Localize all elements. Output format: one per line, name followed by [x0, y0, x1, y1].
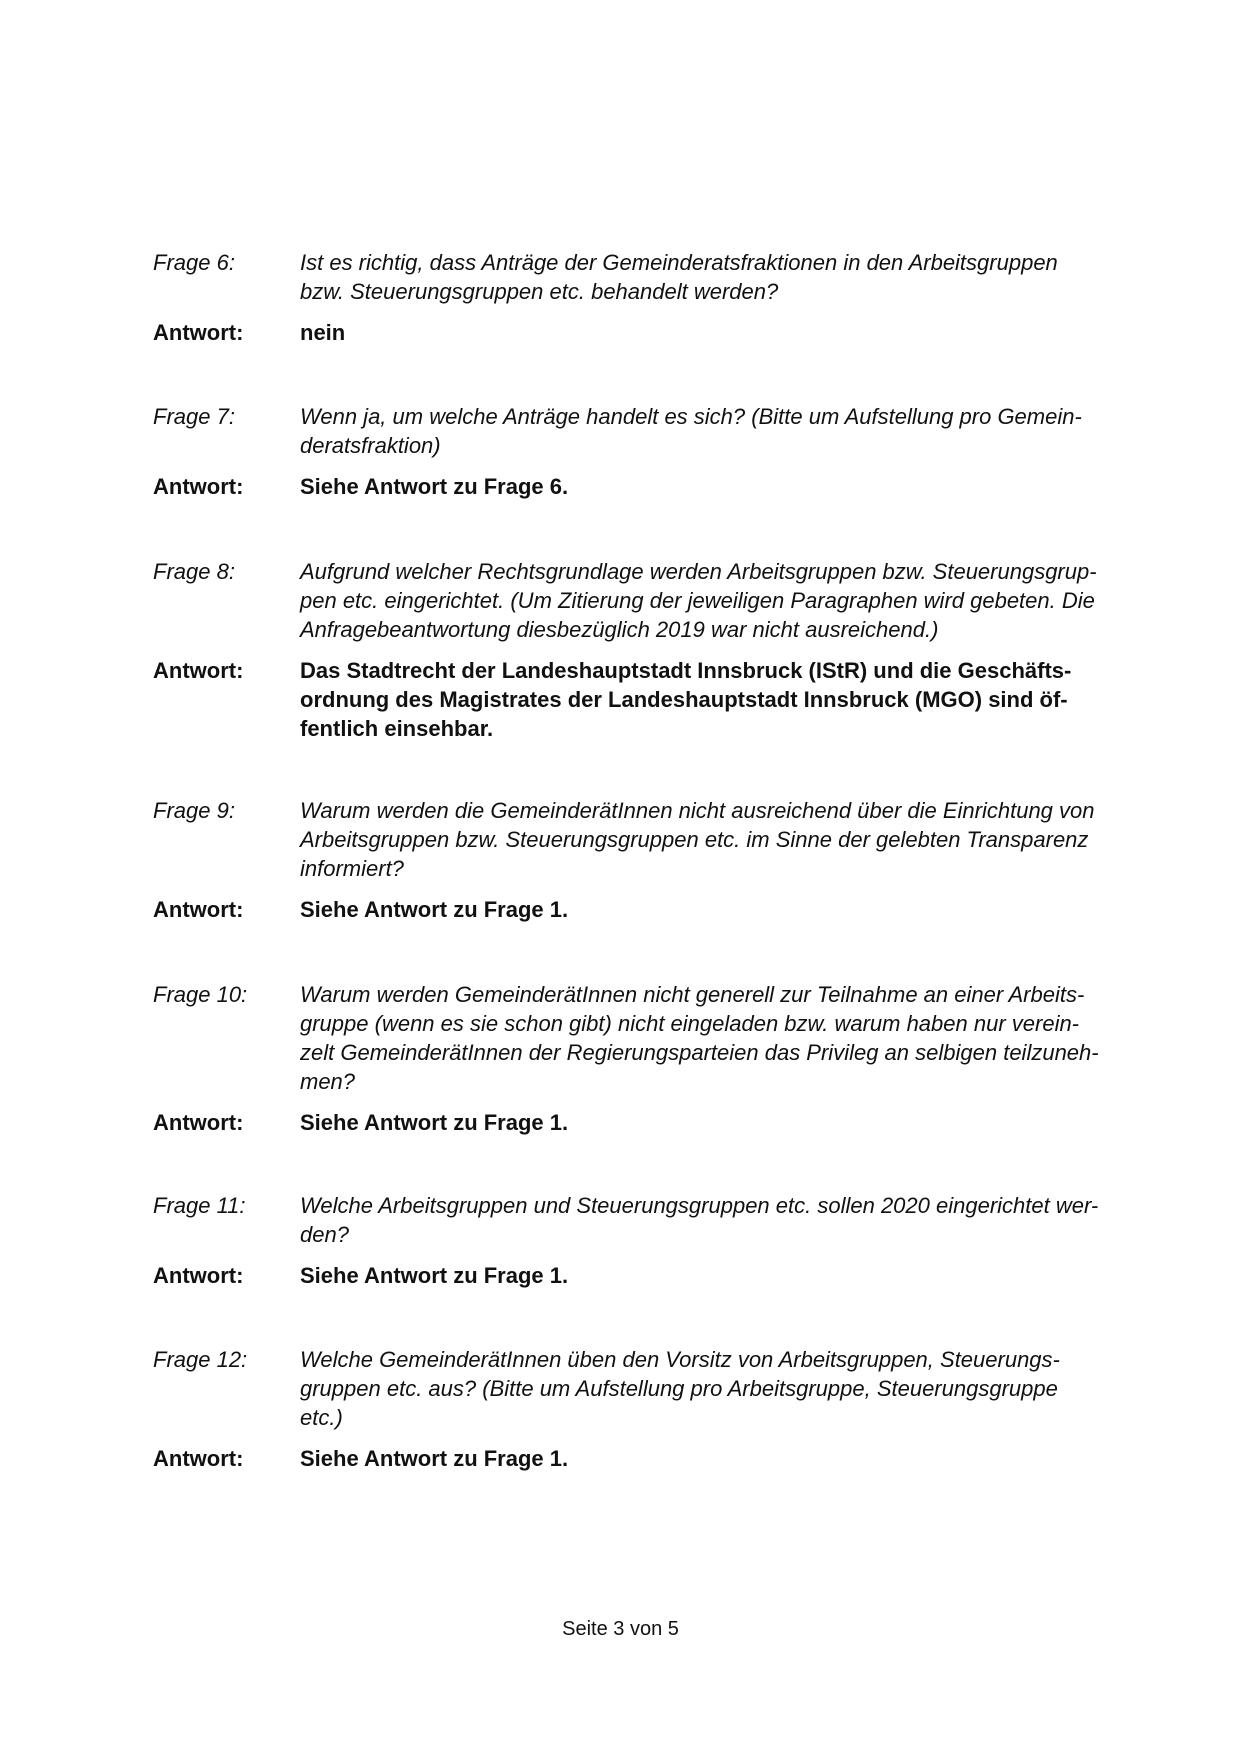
answer-text	[300, 1261, 1143, 1290]
answer-label: Antwort:	[153, 320, 244, 345]
question-line: informiert?	[300, 856, 404, 881]
question-line: gruppe (wenn es sie schon gibt) nicht eingeladen bzw. warum haben nur verein-	[300, 1011, 1080, 1036]
answer-label: Antwort:	[153, 1446, 244, 1471]
answer-text	[300, 318, 1143, 347]
question-label: Frage 6:	[153, 250, 235, 275]
question-line: pen etc. eingerichtet. (Um Zitierung der jeweiligen Paragraphen wird gebeten. Die	[300, 588, 1095, 613]
question-line: Welche GemeinderätInnen üben den Vorsitz von Arbeitsgruppen, Steuerungs-	[300, 1347, 1060, 1372]
question-text	[300, 557, 1143, 644]
question-row	[153, 1345, 1143, 1432]
answer-line: ordnung des Magistrates der Landeshauptstadt Innsbruck (MGO) sind öf-	[300, 687, 1068, 712]
qa-block-frage-10	[153, 980, 1143, 1137]
question-row	[153, 980, 1143, 1096]
question-label: Frage 12:	[153, 1347, 248, 1372]
qa-block-frage-8	[153, 557, 1143, 743]
qa-block-frage-9	[153, 796, 1143, 924]
answer-line: Das Stadtrecht der Landeshauptstadt Innsbruck (IStR) und die Geschäfts-	[300, 658, 1072, 683]
answer-row	[153, 1261, 1143, 1290]
question-line: deratsfraktion)	[300, 433, 441, 458]
answer-row	[153, 472, 1143, 501]
qa-block-frage-11	[153, 1191, 1143, 1290]
answer-text	[300, 1444, 1143, 1473]
answer-row	[153, 318, 1143, 347]
answer-label: Antwort:	[153, 897, 244, 922]
answer-row	[153, 1444, 1143, 1473]
answer-line: fentlich einsehbar.	[300, 716, 494, 741]
question-line: Warum werden die GemeinderätInnen nicht ausreichend über die Einrichtung von	[300, 798, 1095, 823]
question-row	[153, 557, 1143, 644]
question-row	[153, 796, 1143, 883]
question-line: etc.)	[300, 1405, 343, 1430]
answer-line: Siehe Antwort zu Frage 1.	[300, 897, 569, 922]
answer-label: Antwort:	[153, 474, 244, 499]
answer-row	[153, 895, 1143, 924]
question-text	[300, 248, 1143, 306]
question-text	[300, 980, 1143, 1096]
answer-text	[300, 472, 1143, 501]
qa-block-frage-12	[153, 1345, 1143, 1473]
question-line: men?	[300, 1069, 356, 1094]
answer-text	[300, 656, 1143, 743]
question-label: Frage 10:	[153, 982, 248, 1007]
qa-block-frage-7	[153, 402, 1143, 501]
question-text	[300, 402, 1143, 460]
page-number-footer: Seite 3 von 5	[562, 1618, 679, 1640]
question-line: bzw. Steuerungsgruppen etc. behandelt werden?	[300, 279, 779, 304]
answer-text	[300, 895, 1143, 924]
answer-label: Antwort:	[153, 658, 244, 683]
answer-text	[300, 1108, 1143, 1137]
question-label: Frage 8:	[153, 559, 235, 584]
question-label: Frage 7:	[153, 404, 235, 429]
answer-line: Siehe Antwort zu Frage 1.	[300, 1446, 569, 1471]
answer-label: Antwort:	[153, 1263, 244, 1288]
answer-row	[153, 656, 1143, 743]
answer-label: Antwort:	[153, 1110, 244, 1135]
question-text	[300, 796, 1143, 883]
question-line: gruppen etc. aus? (Bitte um Aufstellung pro Arbeitsgruppe, Steuerungsgruppe	[300, 1376, 1058, 1401]
question-row	[153, 248, 1143, 306]
answer-line: Siehe Antwort zu Frage 1.	[300, 1110, 569, 1135]
answer-row	[153, 1108, 1143, 1137]
question-row	[153, 402, 1143, 460]
question-text	[300, 1191, 1143, 1249]
question-label: Frage 11:	[153, 1193, 246, 1218]
question-line: Wenn ja, um welche Anträge handelt es sich? (Bitte um Aufstellung pro Gemein-	[300, 404, 1082, 429]
question-text	[300, 1345, 1143, 1432]
question-line: zelt GemeinderätInnen der Regierungsparteien das Privileg an selbigen teilzuneh-	[300, 1040, 1099, 1065]
question-line: Arbeitsgruppen bzw. Steuerungsgruppen etc. im Sinne der gelebten Transparenz	[300, 827, 1089, 852]
question-line: Ist es richtig, dass Anträge der Gemeinderatsfraktionen in den Arbeitsgruppen	[300, 250, 1058, 275]
answer-line: Siehe Antwort zu Frage 6.	[300, 474, 569, 499]
question-label: Frage 9:	[153, 798, 235, 823]
question-line: Anfragebeantwortung diesbezüglich 2019 war nicht ausreichend.)	[300, 617, 939, 642]
question-line: Warum werden GemeinderätInnen nicht generell zur Teilnahme an einer Arbeits-	[300, 982, 1085, 1007]
question-line: Welche Arbeitsgruppen und Steuerungsgruppen etc. sollen 2020 eingerichtet wer-	[300, 1193, 1099, 1218]
answer-line: Siehe Antwort zu Frage 1.	[300, 1263, 569, 1288]
question-line: Aufgrund welcher Rechtsgrundlage werden Arbeitsgruppen bzw. Steuerungsgrup-	[300, 559, 1097, 584]
question-row	[153, 1191, 1143, 1249]
question-line: den?	[300, 1222, 349, 1247]
qa-block-frage-6	[153, 248, 1143, 347]
answer-line: nein	[300, 320, 346, 345]
